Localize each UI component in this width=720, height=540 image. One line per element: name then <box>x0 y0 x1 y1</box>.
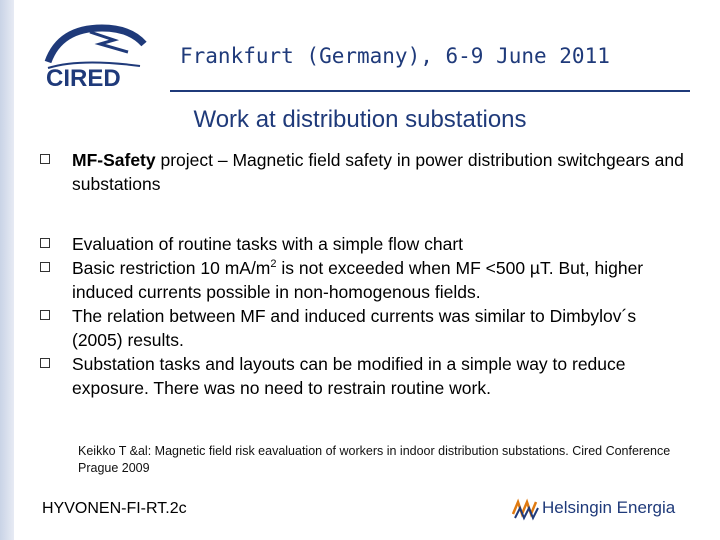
bullet-box-icon <box>40 262 50 272</box>
bullet-text: is not exceeded when MF <500 µT. But, higher induced currents possible in non-homogenous fields. <box>72 258 644 302</box>
bullet-text: Basic restriction 10 mA/m <box>72 258 271 278</box>
bullet-box-icon <box>40 310 50 320</box>
bullet-box-icon <box>40 154 50 164</box>
bullet-item <box>40 232 690 256</box>
left-decorative-band <box>0 0 14 540</box>
bullet-item <box>40 256 690 304</box>
cired-logo-text: CIRED <box>46 65 121 92</box>
company-name: Helsingin Energia <box>542 498 676 517</box>
bullet-box-icon <box>40 238 50 248</box>
bullet-list <box>40 148 690 400</box>
bullet-box-icon <box>40 358 50 368</box>
reference-note: Keikko T &al: Magnetic field risk eavaluation of workers in indoor distribution substations. Cired Conference Prague 2009 <box>78 444 671 475</box>
bullet-text: Evaluation of routine tasks with a simple flow chart <box>72 234 464 254</box>
bullet-item <box>40 148 690 196</box>
energy-wave-icon <box>512 496 540 522</box>
conference-info: Frankfurt (Germany), 6-9 June 2011 <box>180 44 610 68</box>
bullet-item <box>40 304 690 352</box>
bullet-text: project – Magnetic field safety in power distribution switchgears and substations <box>72 150 684 194</box>
bullet-bold-text: MF-Safety <box>72 150 156 170</box>
bullet-text: Substation tasks and layouts can be modified in a simple way to reduce exposure. There was no need to restrain routine work. <box>72 354 626 398</box>
slide-title: Work at distribution substations <box>193 106 527 133</box>
header-divider <box>170 90 690 92</box>
superscript: 2 <box>270 258 277 271</box>
helsingin-energia-logo <box>512 496 702 524</box>
cired-logo <box>40 22 152 92</box>
bullet-item <box>40 352 690 400</box>
document-code: HYVONEN-FI-RT.2c <box>42 500 187 517</box>
bullet-text: The relation between MF and induced currents was similar to Dimbylov´s (2005) results. <box>72 306 637 350</box>
